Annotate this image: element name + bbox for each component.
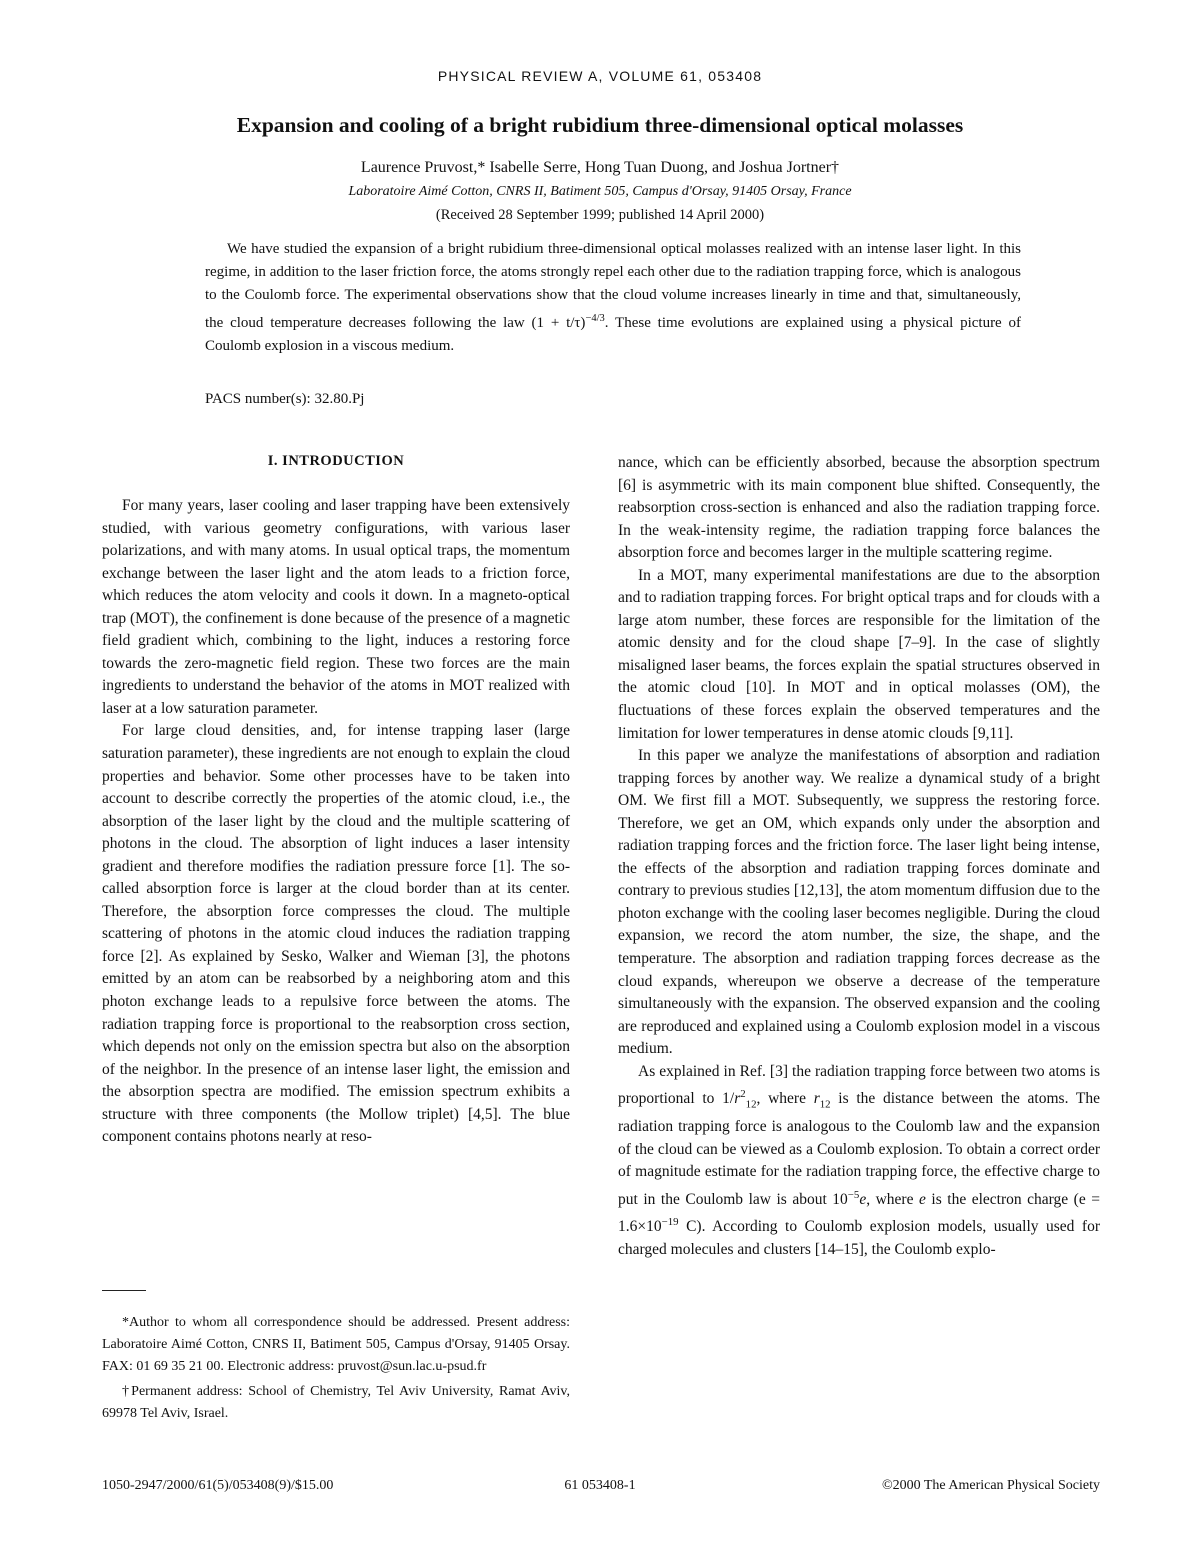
abstract-text: We have studied the expansion of a bright rubidium three-dimensional optical molasses realized with an intense laser light. In this regime, in addition to the laser friction force, the atoms strongly repel each other due to the radiation trapping force, which is analogous to the Coulomb force. The experimental observations show that the cloud volume increases linearly in time and that, simultaneously, the cloud temperature decreases following the law [205,241,1021,331]
text-run: , where [756,1090,814,1108]
footer-copyright: ©2000 The American Physical Society [881,1478,1100,1493]
section-heading: I. INTRODUCTION [267,453,405,469]
superscript: −5 [847,1188,860,1201]
text-run: C). According to Coulomb explosion models, usually used for charged molecules and clusters [14–15], the Coulomb explo- [618,1218,1100,1259]
abstract-text-end: . These time evolutions are explained using a physical picture of Coulomb explosion in a viscous medium. [205,315,1021,354]
footnote-corresponding-author: *Author to whom all correspondence should be addressed. Present address: Laboratoire Aimé Cotton, CNRS II, Batiment 505, Campus d'Orsay, 91405 Orsay. FAX: 01 69 35 21 00. Electronic address: pruvost@sun.lac.u-psud.fr [102,1315,570,1374]
superscript: 2 [740,1088,746,1101]
intro-paragraph-2: For large cloud densities, and, for intense trapping laser (large saturation parameter), these ingredients are not enough to explain the cloud properties and behavior. Some other processes have to be taken into account to describe correctly the properties of the atomic cloud, i.e., the absorption of the laser light by the cloud and the multiple scattering of photons in the cloud. The absorption of light induces a laser intensity gradient and therefore modifies the radiation pressure force [1]. The so-called absorption force is larger at the cloud border than at its center. Therefore, the absorption force compresses the cloud. The multiple scattering of photons in the atomic cloud induces the radiation trapping force [2]. As explained by Sesko, Walker and Wieman [3], the photons emitted by an atom can be reabsorbed by a neighboring atom and this photon exchange leads to a repulsive force between the atoms. The radiation trapping force is proportional to the reabsorption cross section, which depends not only on the emission spectra but also on the absorption of the neighbor. In the presence of an intense laser light, the emission and the absorption spectra are modified. The emission spectrum exhibits a structure with three components (the Mollow triplet) [4,5]. The blue component contains photons nearly at reso- [102,722,570,1146]
text-run: , where [866,1190,919,1208]
footer-issn: 1050-2947/2000/61(5)/053408(9)/$15.00 [102,1478,334,1493]
intro-paragraph-5: In this paper we analyze the manifestations of absorption and radiation trapping forces by another way. We realize a dynamical study of a bright OM. We first fill a MOT. Subsequently, we suppress the restoring force. Therefore, we get an OM, which expands only under the absorption and radiation trapping forces and the friction force. The laser light being intense, the effects of the absorption and radiation trapping forces dominate and contrary to previous studies [12,13], the atom momentum diffusion due to the photon exchange with the cooling laser becomes negligible. During the cloud expansion, we record the atom number, the size, the shape, and the temperature. The absorption and radiation trapping forces decrease as the cloud expands, whereupon we observe a decrease of the temperature simultaneously with the expansion. The observed expansion and the cooling are reproduced and explained using a Coulomb explosion model in a viscous medium. [618,747,1100,1058]
abstract [205,238,1021,358]
paper-title: Expansion and cooling of a bright rubidium three-dimensional optical molasses [236,113,964,137]
magnitude: 10 [832,1190,848,1208]
footnotes [102,1312,570,1429]
author-list: Laurence Pruvost,* Isabelle Serre, Hong Tuan Duong, and Joshua Jortner† [360,159,840,176]
intro-paragraph-1: For many years, laser cooling and laser trapping have been extensively studied, with various geometry configurations, with various laser polarizations, and with many atoms. In usual optical traps, the momentum exchange between the laser light and the atom leads to a friction force, which reduces the atom velocity and cools it down. In a magneto-optical trap (MOT), the confinement is done because of the presence of a magnetic field gradient which, combining to the light, induces a restoring force towards the zero-magnetic field region. These two forces are the main ingredients to understand the behavior of the atoms in MOT realized with laser at a low saturation parameter. [102,497,570,717]
affiliation: Laboratoire Aimé Cotton, CNRS II, Batiment 505, Campus d'Orsay, 91405 Orsay, France [348,184,852,199]
symbol-r: r [813,1090,820,1108]
intro-paragraph-3: nance, which can be efficiently absorbed, because the absorption spectrum [6] is asymmetric with its main component blue shifted. Consequently, the reabsorption cross-section is enhanced and also the radiation trapping force. In the weak-intensity regime, the radiation trapping force balances the absorption force and becomes larger in the multiple scattering regime. [618,454,1100,562]
superscript: −19 [661,1216,679,1229]
right-column [618,452,1100,1262]
text-run: As explained in Ref. [3] the radiation trapping force between two atoms is proportional to 1/ [618,1062,1100,1108]
subscript: 12 [745,1098,757,1111]
symbol-e: e [919,1190,926,1208]
intro-paragraph-4: In a MOT, many experimental manifestations are due to the absorption and to radiation trapping forces. For bright optical traps and for clouds with a large atom number, these forces are responsible for the limitation of the atomic density and for the cloud shape [7–9]. In the case of slightly misaligned laser beams, the forces explain the spatial structures observed in the atomic cloud [10]. In MOT and in optical molasses (OM), the fluctuations of these forces explain the observed temperatures and the limitation for lower temperatures in dense atomic clouds [9,11]. [618,566,1100,742]
footer-page-number: 61 053408-1 [564,1478,636,1493]
temperature-law-exponent: −4/3 [585,313,605,324]
journal-header: PHYSICAL REVIEW A, VOLUME 61, 053408 [437,68,763,84]
electron-charge: e = 1.6×10 [618,1190,1100,1236]
pacs-numbers: PACS number(s): 32.80.Pj [205,391,365,407]
intro-paragraph-6 [618,1061,1100,1262]
subscript: 12 [819,1098,831,1111]
symbol-e: e [859,1190,867,1208]
text-run: is the distance between the atoms. The radiation trapping force is analogous to the Coulomb law and the expansion of the cloud can be viewed as a Coulomb explosion. To obtain a correct order of magnitude estimate for the radiation trapping force, the effective charge to put in the Coulomb law is about [618,1090,1100,1208]
received-date: (Received 28 September 1999; published 14 April 2000) [435,207,765,223]
left-column [102,450,570,1149]
footnote-rule [102,1290,146,1291]
temperature-law: (1 + t/τ) [531,315,586,331]
footnote-permanent-address: †Permanent address: School of Chemistry, Tel Aviv University, Ramat Aviv, 69978 Tel Aviv, Israel. [102,1384,570,1422]
text-run: is the electron charge ( [925,1190,1079,1208]
symbol-r: r [734,1090,741,1108]
